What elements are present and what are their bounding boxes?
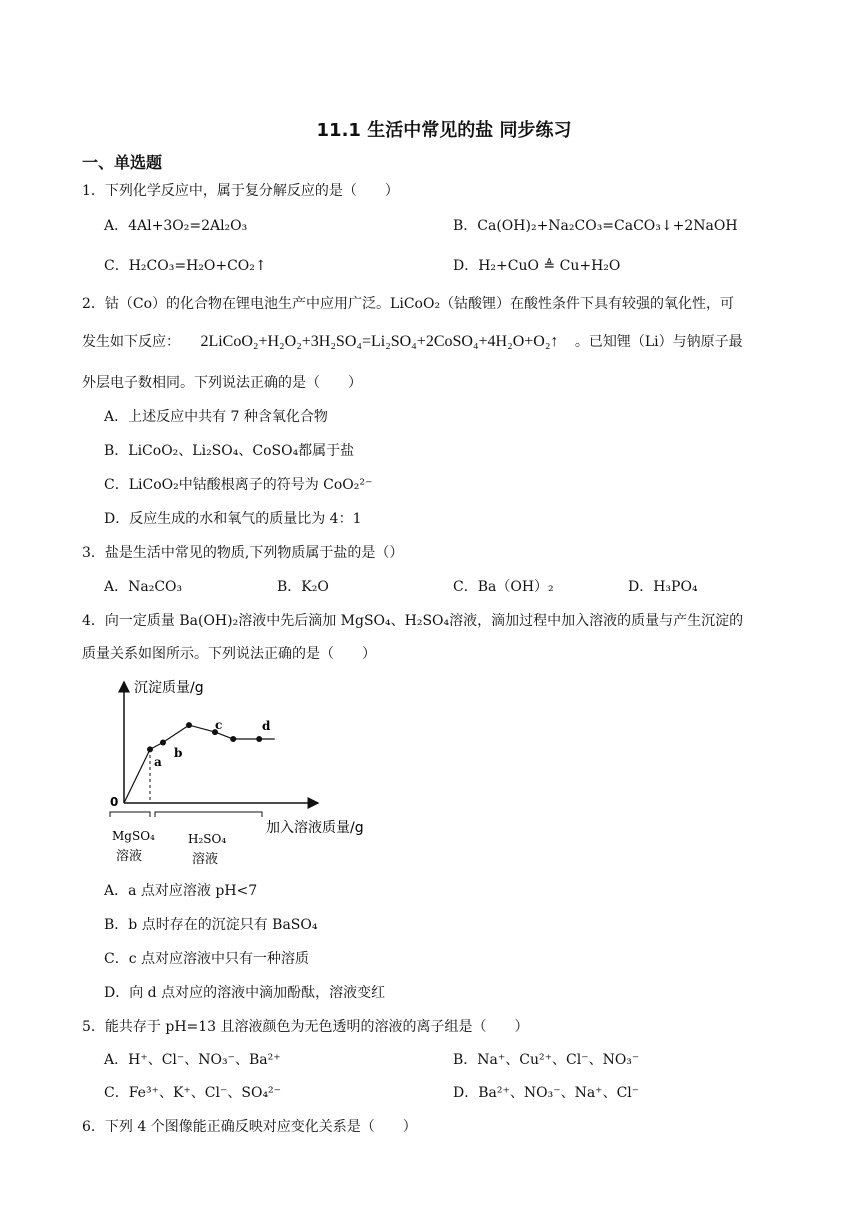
q2-line2-suffix: 。已知锂（Li）与钠原子最 [574, 334, 743, 350]
q1-option-c: C．H₂CO₃=H₂O+CO₂↑ [104, 258, 267, 274]
q2-line1: 2．钴（Co）的化合物在锂电池生产中应用广泛。LiCoO₂（钴酸锂）在酸性条件下具有较强的氧化性，可 [82, 296, 735, 312]
q3-option-b: B．K₂O [277, 579, 329, 595]
q3-option-c: C．Ba（OH）₂ [453, 579, 554, 595]
section-heading: 一、单选题 [82, 153, 163, 172]
q4-option-a: A．a 点对应溶液 pH<7 [104, 883, 258, 899]
point-label-b: b [174, 746, 183, 760]
page-title: 11.1 生活中常见的盐 同步练习 [316, 120, 572, 141]
data-point-5 [256, 736, 262, 742]
q5-option-a: A．H⁺、Cl⁻、NO₃⁻、Ba²⁺ [104, 1052, 281, 1068]
precipitate-chart [100, 672, 390, 872]
q4-option-b: B．b 点时存在的沉淀只有 BaSO₄ [104, 917, 318, 933]
q1-option-a: A．4Al+3O₂=2Al₂O₃ [104, 218, 248, 234]
q2-line2 [82, 331, 743, 351]
q1-option-d: D．H₂+CuO ≜ Cu+H₂O [453, 258, 621, 274]
q4-option-c: C．c 点对应溶液中只有一种溶质 [104, 951, 310, 967]
point-label-d: d [262, 719, 271, 733]
precipitate-curve [124, 725, 275, 803]
q3-option-a: A．Na₂CO₃ [104, 579, 183, 595]
data-point-1 [160, 739, 166, 745]
q4-line1: 4．向一定质量 Ba(OH)₂溶液中先后滴加 MgSO₄、H₂SO₄溶液，滴加过程中加入溶液的质量与产生沉淀的 [82, 613, 744, 629]
segment-label-h2so4: H₂SO₄ [188, 832, 227, 846]
h2so4-bracket [155, 812, 262, 817]
point-label-a: a [154, 755, 162, 769]
segment-label-mgso4: MgSO₄ [112, 829, 155, 843]
q5-option-c: C．Fe³⁺、K⁺、Cl⁻、SO₄²⁻ [104, 1085, 282, 1101]
q2-line3: 外层电子数相同。下列说法正确的是（ ） [82, 375, 362, 391]
data-point-2 [186, 722, 192, 728]
q2-option-a: A．上述反应中共有 7 种含氧化合物 [104, 409, 328, 425]
x-axis-label: 加入溶液质量/g [266, 820, 364, 836]
q2-line2-prefix: 发生如下反应： [82, 334, 180, 350]
q3-stem: 3．盐是生活中常见的物质,下列物质属于盐的是（） [82, 545, 404, 561]
segment-label-mgso4-solution: 溶液 [116, 849, 143, 864]
origin-label: 0 [110, 795, 119, 809]
q6-stem: 6．下列 4 个图像能正确反映对应变化关系是（ ） [82, 1119, 417, 1135]
q2-option-c: C．LiCoO₂中钴酸根离子的符号为 CoO₂²⁻ [104, 477, 373, 493]
q4-option-d: D．向 d 点对应的溶液中滴加酚酞，溶液变红 [104, 985, 386, 1001]
q5-option-b: B．Na⁺、Cu²⁺、Cl⁻、NO₃⁻ [453, 1052, 640, 1068]
segment-label-h2so4-solution: 溶液 [192, 852, 219, 867]
mgso4-bracket [110, 812, 150, 817]
data-point-4 [230, 736, 236, 742]
q3-option-d: D．H₃PO₄ [628, 579, 698, 595]
q5-option-d: D．Ba²⁺、NO₃⁻、Na⁺、Cl⁻ [453, 1085, 640, 1101]
q2-option-d: D．反应生成的水和氧气的质量比为 4：1 [104, 511, 362, 527]
y-axis-label: 沉淀质量/g [134, 680, 204, 696]
data-point-0 [147, 746, 153, 752]
q1-option-b: B．Ca(OH)₂+Na₂CO₃=CaCO₃↓+2NaOH [453, 218, 738, 234]
q4-line2: 质量关系如图所示。下列说法正确的是（ ） [82, 646, 376, 662]
q2-option-b: B．LiCoO₂、Li₂SO₄、CoSO₄都属于盐 [104, 443, 355, 459]
q5-stem: 5．能共存于 pH=13 且溶液颜色为无色透明的溶液的离子组是（ ） [82, 1019, 529, 1035]
q2-equation: 2LiCoO₂+H₂O₂+3H₂SO₄=Li₂SO₄+2CoSO₄+4H₂O+O₂↑ [200, 333, 559, 350]
q1-stem: 1．下列化学反应中，属于复分解反应的是（ ） [82, 183, 399, 199]
point-label-c: c [215, 718, 223, 732]
